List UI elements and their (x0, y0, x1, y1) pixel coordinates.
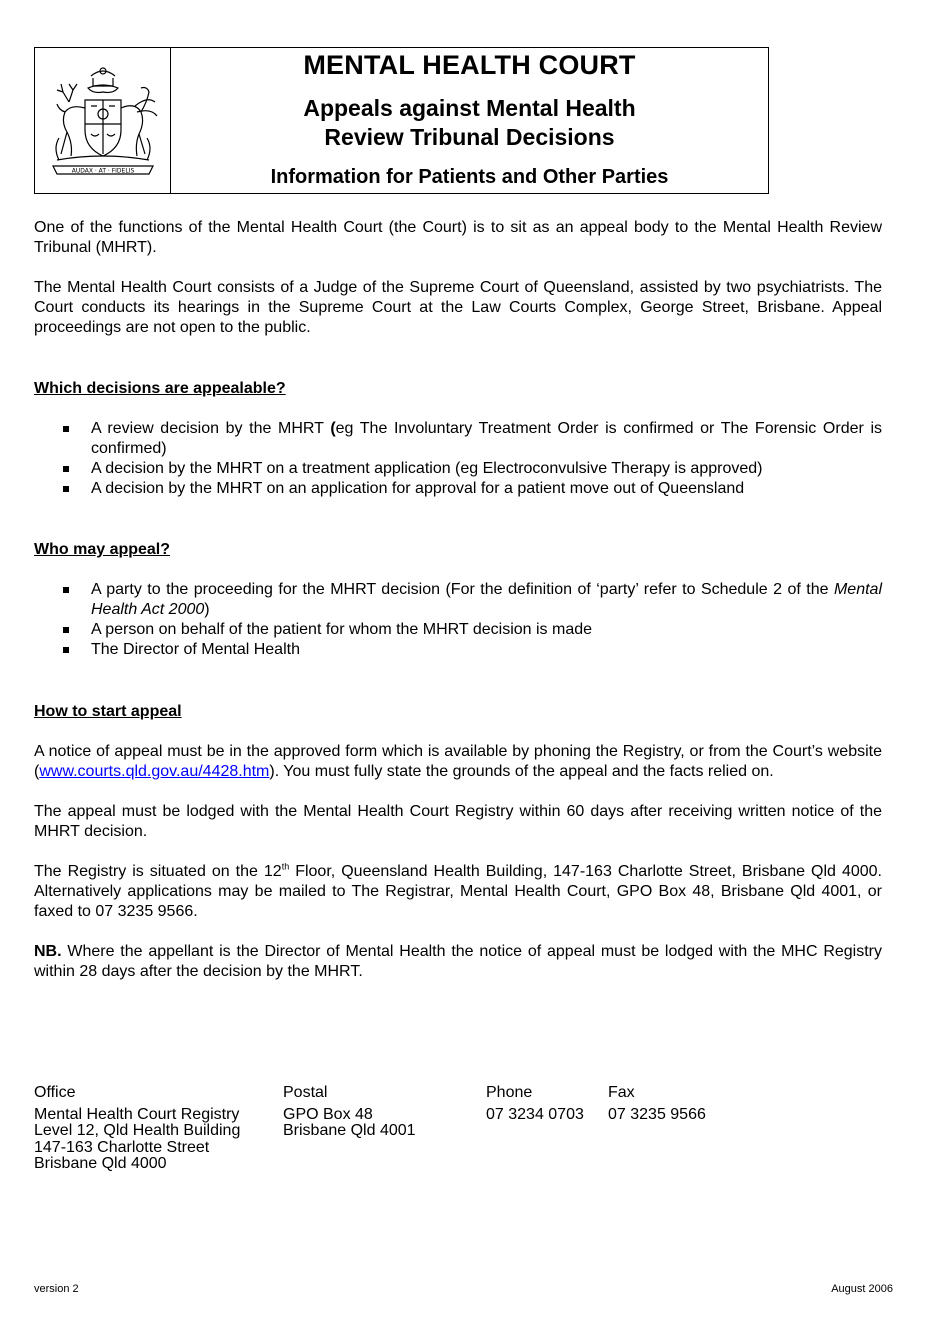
appealable-heading: Which decisions are appealable? (34, 380, 286, 397)
queensland-coat-of-arms-icon (43, 62, 163, 180)
list-item: A party to the proceeding for the MHRT decision (For the definition of ‘party’ refer to Schedule 2 of the Mental Health Act 2000) (34, 580, 882, 620)
how-paragraph-3: The Registry is situated on the 12th Floor, Queensland Health Building, 147-163 Charlotte Street, Brisbane Qld 4000. Alternatively applications may be mailed to The Registrar, Mental Health Court, GPO Box 48, Brisbane Qld 4001, or faxed to 07 3235 9566. (34, 861, 882, 920)
who-heading: Who may appeal? (34, 541, 171, 558)
crest-cell (35, 48, 171, 193)
intro-section (34, 218, 882, 338)
how-section (34, 702, 882, 982)
fax-number: 07 3235 9566 (608, 1105, 706, 1123)
postal-line: GPO Box 48 (283, 1105, 373, 1123)
phone-number: 07 3234 0703 (486, 1105, 584, 1123)
office-line: Mental Health Court Registry (34, 1105, 240, 1123)
phone-column (486, 1085, 584, 1123)
postal-line: Brisbane Qld 4001 (283, 1122, 416, 1139)
title-cell (171, 48, 768, 193)
who-section (34, 540, 882, 660)
appealable-list (34, 419, 882, 499)
office-line: Level 12, Qld Health Building (34, 1122, 241, 1139)
office-column (34, 1085, 240, 1173)
list-item: A person on behalf of the patient for whom the MHRT decision is made (34, 620, 882, 640)
intro-paragraph-2: The Mental Health Court consists of a Judge of the Supreme Court of Queensland, assisted by two psychiatrists. The Court conducts its hearings in the Supreme Court at the Law Courts Complex, George Street, Brisbane. Appeal proceedings are not open to the public. (34, 279, 882, 336)
list-item: A decision by the MHRT on a treatment application (eg Electroconvulsive Therapy is approved) (34, 459, 882, 479)
page-subtitle (171, 94, 768, 152)
website-link[interactable]: www.courts.qld.gov.au/4428.htm (39, 763, 270, 780)
how-heading: How to start appeal (34, 703, 182, 720)
bullet-icon (63, 627, 69, 633)
list-item: A review decision by the MHRT (eg The Involuntary Treatment Order is confirmed or The Forensic Order is confirmed) (34, 419, 882, 459)
list-item: The Director of Mental Health (34, 640, 882, 660)
crest-motto: AUDAX · AT · FIDELIS (71, 167, 134, 174)
how-paragraph-2: The appeal must be lodged with the Mental Health Court Registry within 60 days after receiving written notice of the MHRT decision. (34, 803, 882, 840)
bullet-icon (63, 587, 69, 593)
phone-label: Phone (486, 1084, 533, 1101)
bullet-icon (63, 486, 69, 492)
bullet-icon (63, 466, 69, 472)
office-line: 147-163 Charlotte Street (34, 1138, 210, 1156)
page-title: MENTAL HEALTH COURT (303, 50, 636, 80)
page-subheading: Information for Patients and Other Parties (270, 166, 669, 188)
appealable-section (34, 379, 882, 499)
office-label: Office (34, 1084, 76, 1101)
postal-label: Postal (283, 1084, 328, 1101)
subtitle-line-1: Appeals against Mental Health (303, 95, 636, 121)
bullet-icon (63, 647, 69, 653)
subtitle-line-2: Review Tribunal Decisions (324, 124, 615, 150)
fax-label: Fax (608, 1084, 635, 1101)
office-line: Brisbane Qld 4000 (34, 1155, 167, 1172)
intro-paragraph-1: One of the functions of the Mental Health Court (the Court) is to sit as an appeal body to the Mental Health Review Tribunal (MHRT). (34, 219, 882, 256)
bullet-icon (63, 426, 69, 432)
how-paragraph-1: A notice of appeal must be in the approved form which is available by phoning the Registry, or from the Court’s website (www.courts.qld.gov.au/4428.htm). You must fully state the grounds of the appeal and the facts relied on. (34, 743, 882, 780)
nb-paragraph: NB. Where the appellant is the Director of Mental Health the notice of appeal must be lodged with the MHC Registry within 28 days after the decision by the MHRT. (34, 943, 882, 980)
list-item: A decision by the MHRT on an application for approval for a patient move out of Queensland (34, 479, 882, 499)
version-label: version 2 (34, 1283, 79, 1295)
header-box (34, 47, 769, 194)
date-label: August 2006 (831, 1283, 893, 1295)
postal-column (283, 1085, 416, 1140)
who-list (34, 580, 882, 660)
fax-column (608, 1085, 706, 1123)
